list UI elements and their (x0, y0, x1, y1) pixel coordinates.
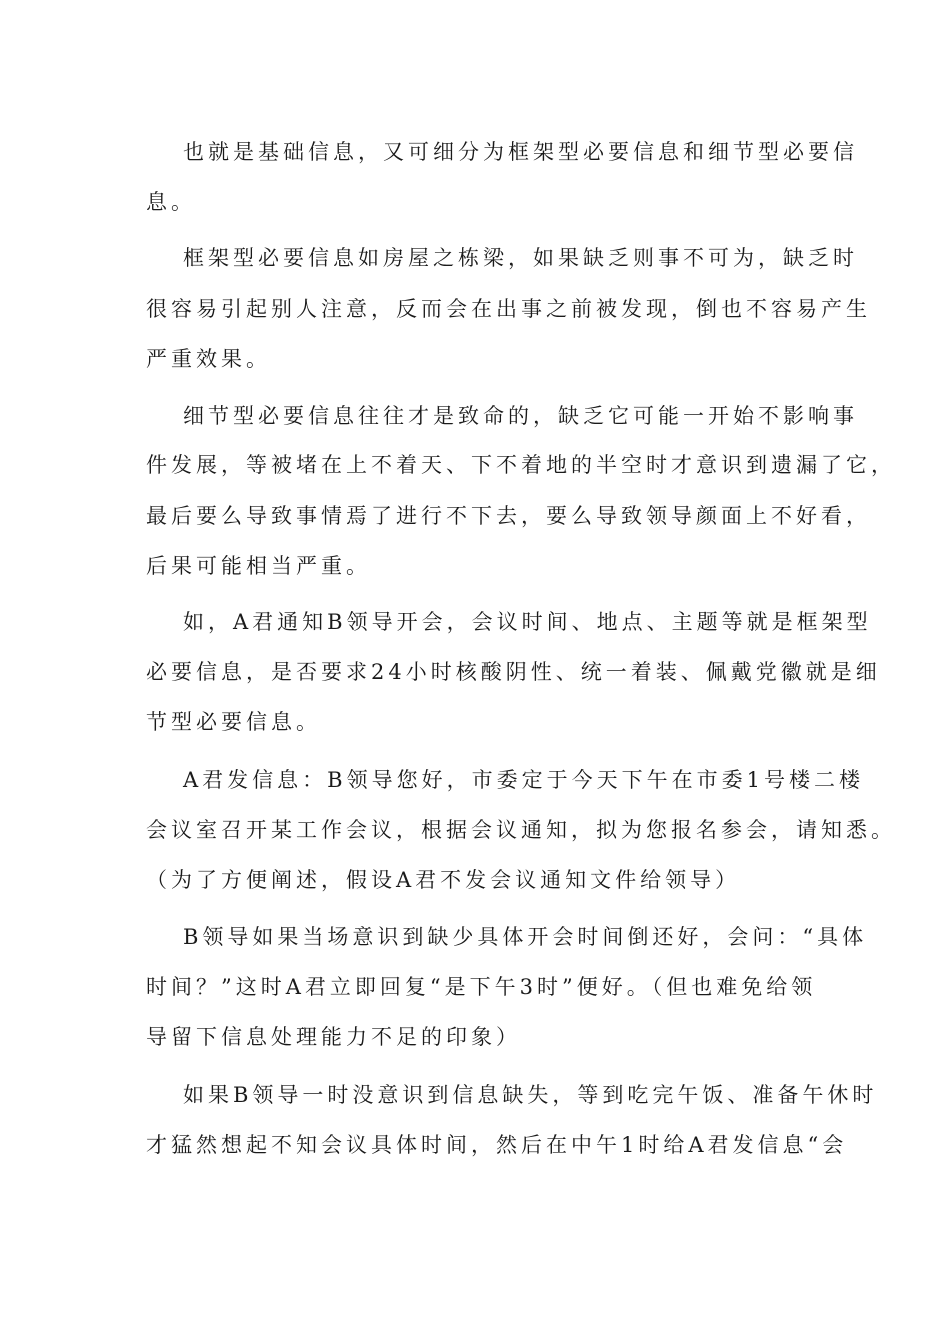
paragraph-4-line-3: 节型必要信息。 (146, 710, 321, 734)
paragraph-2-line-3: 严重效果。 (146, 347, 271, 371)
paragraph-2-line-2: 很容易引起别人注意，反而会在出事之前被发现，倒也不容易产生 (146, 297, 871, 321)
paragraph-3-line-4: 后果可能相当严重。 (146, 554, 371, 578)
paragraph-6-line-3: 导留下信息处理能力不足的印象） (146, 1025, 521, 1049)
paragraph-7-line-1: 如果B领导一时没意识到信息缺失，等到吃完午饭、准备午休时 (183, 1083, 878, 1107)
paragraph-4-line-2: 必要信息，是否要求24小时核酸阴性、统一着装、佩戴党徽就是细 (146, 660, 881, 684)
paragraph-5-line-1: A君发信息：B领导您好，市委定于今天下午在市委1号楼二楼 (183, 768, 864, 792)
paragraph-2-line-1: 框架型必要信息如房屋之栋梁，如果缺乏则事不可为，缺乏时 (183, 246, 858, 270)
paragraph-7-line-2: 才猛然想起不知会议具体时间，然后在中午1时给A君发信息“会 (146, 1133, 848, 1157)
paragraph-6-line-2: 时间？”这时A君立即回复“是下午3时”便好。（但也难免给领 (146, 975, 817, 999)
paragraph-3-line-2: 件发展，等被堵在上不着天、下不着地的半空时才意识到遗漏了它， (146, 453, 896, 477)
paragraph-1-line-2: 息。 (146, 190, 196, 214)
paragraph-3-line-1: 细节型必要信息往往才是致命的，缺乏它可能一开始不影响事 (183, 404, 858, 428)
paragraph-4-line-1: 如，A君通知B领导开会，会议时间、地点、主题等就是框架型 (183, 610, 872, 634)
paragraph-3-line-3: 最后要么导致事情焉了进行不下去，要么导致领导颜面上不好看， (146, 504, 871, 528)
paragraph-5-line-2: 会议室召开某工作会议，根据会议通知，拟为您报名参会，请知悉。 (146, 818, 896, 842)
paragraph-1-line-1: 也就是基础信息，又可细分为框架型必要信息和细节型必要信 (183, 140, 858, 164)
paragraph-5-line-3: （为了方便阐述，假设A君不发会议通知文件给领导） (146, 868, 741, 892)
paragraph-6-line-1: B领导如果当场意识到缺少具体开会时间倒还好，会问：“具体 (183, 925, 868, 949)
